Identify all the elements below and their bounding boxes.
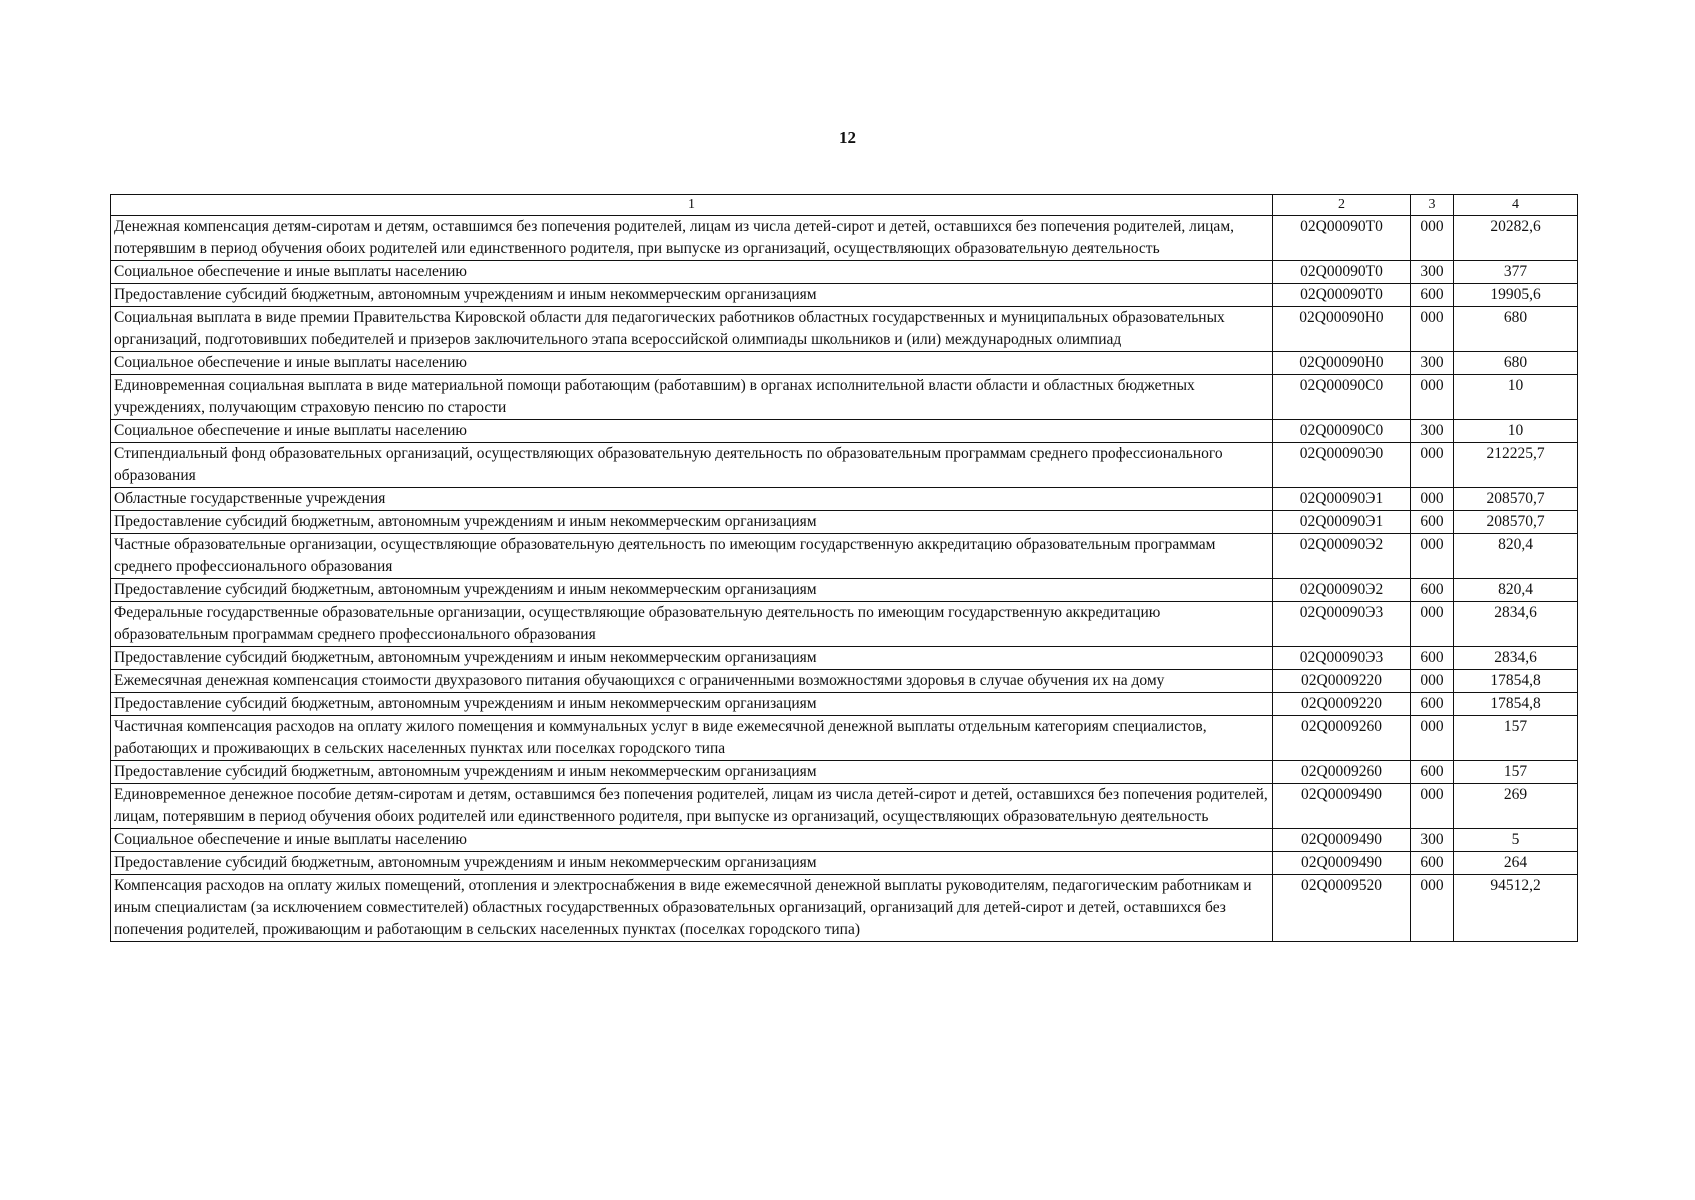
row-kind: 000 bbox=[1411, 488, 1454, 511]
table-row bbox=[111, 784, 1578, 829]
row-code: 02Q00090Э1 bbox=[1273, 511, 1411, 534]
row-name: Компенсация расходов на оплату жилых помещений, отопления и электроснабжения в виде ежемесячной денежной выплаты руководителям, педагогическим работникам и иным специалистам (за исключением совместителей) областных государственных образовательных организаций, организаций для детей-сирот и детей, оставшихся без попечения родителей, проживающим и работающим в сельских населенных пунктах (поселках городского типа) bbox=[111, 875, 1273, 942]
row-kind: 600 bbox=[1411, 511, 1454, 534]
table-row bbox=[111, 693, 1578, 716]
row-name: Ежемесячная денежная компенсация стоимости двухразового питания обучающихся с ограниченными возможностями здоровья в случае обучения их на дому bbox=[111, 670, 1273, 693]
table-row bbox=[111, 375, 1578, 420]
row-code: 02Q00090Э1 bbox=[1273, 488, 1411, 511]
row-amount: 820,4 bbox=[1454, 579, 1578, 602]
table-row bbox=[111, 647, 1578, 670]
row-kind: 000 bbox=[1411, 307, 1454, 352]
table-row bbox=[111, 216, 1578, 261]
row-code: 02Q00090Т0 bbox=[1273, 284, 1411, 307]
row-amount: 264 bbox=[1454, 852, 1578, 875]
row-kind: 300 bbox=[1411, 261, 1454, 284]
row-kind: 300 bbox=[1411, 420, 1454, 443]
row-name: Частные образовательные организации, осуществляющие образовательную деятельность по имеющим государственную аккредитацию образовательным программам среднего профессионального образования bbox=[111, 534, 1273, 579]
row-name: Предоставление субсидий бюджетным, автономным учреждениям и иным некоммерческим организациям bbox=[111, 852, 1273, 875]
table-row bbox=[111, 716, 1578, 761]
row-code: 02Q00090Н0 bbox=[1273, 307, 1411, 352]
row-kind: 000 bbox=[1411, 784, 1454, 829]
page-number: 12 bbox=[839, 128, 856, 147]
row-name: Частичная компенсация расходов на оплату жилого помещения и коммунальных услуг в виде ежемесячной денежной выплаты отдельным категориям специалистов, работающих и проживающих в сельских населенных пунктах или поселках городского типа bbox=[111, 716, 1273, 761]
row-code: 02Q00090Э2 bbox=[1273, 534, 1411, 579]
row-code: 02Q00090Э3 bbox=[1273, 647, 1411, 670]
row-kind: 600 bbox=[1411, 761, 1454, 784]
table-row bbox=[111, 307, 1578, 352]
row-kind: 000 bbox=[1411, 534, 1454, 579]
row-amount: 157 bbox=[1454, 716, 1578, 761]
row-code: 02Q00090Э0 bbox=[1273, 443, 1411, 488]
row-amount: 157 bbox=[1454, 761, 1578, 784]
table-row bbox=[111, 261, 1578, 284]
row-kind: 300 bbox=[1411, 352, 1454, 375]
row-name: Предоставление субсидий бюджетным, автономным учреждениям и иным некоммерческим организациям bbox=[111, 579, 1273, 602]
row-amount: 212225,7 bbox=[1454, 443, 1578, 488]
column-header-kind: 3 bbox=[1411, 195, 1454, 216]
row-code: 02Q00090Т0 bbox=[1273, 216, 1411, 261]
row-code: 02Q0009220 bbox=[1273, 670, 1411, 693]
row-name: Социальное обеспечение и иные выплаты населению bbox=[111, 829, 1273, 852]
row-kind: 600 bbox=[1411, 852, 1454, 875]
row-code: 02Q00090Э2 bbox=[1273, 579, 1411, 602]
row-code: 02Q0009220 bbox=[1273, 693, 1411, 716]
row-kind: 600 bbox=[1411, 647, 1454, 670]
row-name: Социальная выплата в виде премии Правительства Кировской области для педагогических работников областных государственных и муниципальных образовательных организаций, подготовивших победителей и призеров заключительного этапа всероссийской олимпиады школьников и (или) международных олимпиад bbox=[111, 307, 1273, 352]
row-amount: 208570,7 bbox=[1454, 511, 1578, 534]
row-name: Предоставление субсидий бюджетным, автономным учреждениям и иным некоммерческим организациям bbox=[111, 511, 1273, 534]
table-row bbox=[111, 443, 1578, 488]
table-row bbox=[111, 875, 1578, 942]
row-kind: 600 bbox=[1411, 284, 1454, 307]
row-amount: 19905,6 bbox=[1454, 284, 1578, 307]
row-kind: 300 bbox=[1411, 829, 1454, 852]
row-amount: 10 bbox=[1454, 375, 1578, 420]
table-row bbox=[111, 579, 1578, 602]
row-code: 02Q00090С0 bbox=[1273, 375, 1411, 420]
table-row bbox=[111, 602, 1578, 647]
row-name: Предоставление субсидий бюджетным, автономным учреждениям и иным некоммерческим организациям bbox=[111, 647, 1273, 670]
row-kind: 000 bbox=[1411, 875, 1454, 942]
row-amount: 17854,8 bbox=[1454, 670, 1578, 693]
row-kind: 600 bbox=[1411, 579, 1454, 602]
table-row bbox=[111, 488, 1578, 511]
row-name: Областные государственные учреждения bbox=[111, 488, 1273, 511]
row-amount: 269 bbox=[1454, 784, 1578, 829]
row-code: 02Q0009490 bbox=[1273, 784, 1411, 829]
row-name: Предоставление субсидий бюджетным, автономным учреждениям и иным некоммерческим организациям bbox=[111, 761, 1273, 784]
row-amount: 20282,6 bbox=[1454, 216, 1578, 261]
row-amount: 17854,8 bbox=[1454, 693, 1578, 716]
row-code: 02Q00090Э3 bbox=[1273, 602, 1411, 647]
row-kind: 000 bbox=[1411, 375, 1454, 420]
budget-table bbox=[110, 194, 1578, 942]
table-row bbox=[111, 670, 1578, 693]
row-kind: 000 bbox=[1411, 602, 1454, 647]
row-code: 02Q00090Н0 bbox=[1273, 352, 1411, 375]
column-header-code: 2 bbox=[1273, 195, 1411, 216]
table-header-row bbox=[111, 195, 1578, 216]
row-code: 02Q00090Т0 bbox=[1273, 261, 1411, 284]
row-amount: 680 bbox=[1454, 307, 1578, 352]
row-code: 02Q0009260 bbox=[1273, 716, 1411, 761]
row-code: 02Q0009520 bbox=[1273, 875, 1411, 942]
row-name: Социальное обеспечение и иные выплаты населению bbox=[111, 261, 1273, 284]
table-row bbox=[111, 511, 1578, 534]
row-amount: 377 bbox=[1454, 261, 1578, 284]
table-row bbox=[111, 761, 1578, 784]
table-row bbox=[111, 534, 1578, 579]
row-kind: 000 bbox=[1411, 443, 1454, 488]
table-row bbox=[111, 420, 1578, 443]
table-row bbox=[111, 852, 1578, 875]
row-amount: 94512,2 bbox=[1454, 875, 1578, 942]
row-kind: 000 bbox=[1411, 216, 1454, 261]
row-name: Федеральные государственные образовательные организации, осуществляющие образовательную деятельность по имеющим государственную аккредитацию образовательным программам среднего профессионального образования bbox=[111, 602, 1273, 647]
row-name: Предоставление субсидий бюджетным, автономным учреждениям и иным некоммерческим организациям bbox=[111, 693, 1273, 716]
table-row bbox=[111, 284, 1578, 307]
row-name: Единовременная социальная выплата в виде материальной помощи работающим (работавшим) в органах исполнительной власти области и областных бюджетных учреждениях, получающим страховую пенсию по старости bbox=[111, 375, 1273, 420]
row-code: 02Q0009490 bbox=[1273, 829, 1411, 852]
row-kind: 000 bbox=[1411, 716, 1454, 761]
table-row bbox=[111, 352, 1578, 375]
row-amount: 5 bbox=[1454, 829, 1578, 852]
row-name: Социальное обеспечение и иные выплаты населению bbox=[111, 352, 1273, 375]
row-kind: 000 bbox=[1411, 670, 1454, 693]
row-name: Единовременное денежное пособие детям-сиротам и детям, оставшимся без попечения родителей, лицам из числа детей-сирот и детей, оставшихся без попечения родителей, лицам, потерявшим в период обучения обоих родителей или единственного родителя, при выпуске из организаций, осуществляющих образовательную деятельность bbox=[111, 784, 1273, 829]
row-code: 02Q00090С0 bbox=[1273, 420, 1411, 443]
row-code: 02Q0009490 bbox=[1273, 852, 1411, 875]
row-code: 02Q0009260 bbox=[1273, 761, 1411, 784]
row-amount: 2834,6 bbox=[1454, 602, 1578, 647]
row-name: Социальное обеспечение и иные выплаты населению bbox=[111, 420, 1273, 443]
row-kind: 600 bbox=[1411, 693, 1454, 716]
row-amount: 820,4 bbox=[1454, 534, 1578, 579]
column-header-name: 1 bbox=[111, 195, 1273, 216]
row-name: Стипендиальный фонд образовательных организаций, осуществляющих образовательную деятельность по образовательным программам среднего профессионального образования bbox=[111, 443, 1273, 488]
column-header-amount: 4 bbox=[1454, 195, 1578, 216]
row-amount: 208570,7 bbox=[1454, 488, 1578, 511]
row-amount: 2834,6 bbox=[1454, 647, 1578, 670]
table-row bbox=[111, 829, 1578, 852]
row-amount: 10 bbox=[1454, 420, 1578, 443]
row-name: Денежная компенсация детям-сиротам и детям, оставшимся без попечения родителей, лицам из числа детей-сирот и детей, оставшихся без попечения родителей, лицам, потерявшим в период обучения обоих родителей или единственного родителя, при выпуске из организаций, осуществляющих образовательную деятельность bbox=[111, 216, 1273, 261]
row-amount: 680 bbox=[1454, 352, 1578, 375]
row-name: Предоставление субсидий бюджетным, автономным учреждениям и иным некоммерческим организациям bbox=[111, 284, 1273, 307]
